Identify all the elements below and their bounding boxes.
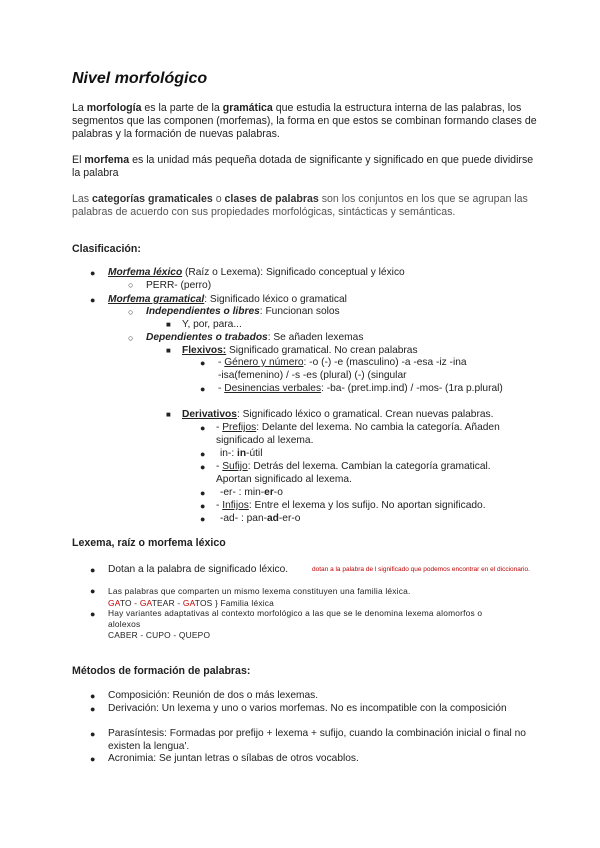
bullet-icon: ●	[200, 384, 206, 394]
item-flexivos: Flexivos: Significado gramatical. No crean palabras	[182, 345, 418, 356]
bullet-icon: ●	[90, 268, 96, 278]
bullet-icon: ●	[200, 423, 206, 433]
item-alomorfos: Hay variantes adaptativas al contexto morfológico a las que se le denomina lexema alomorfos o alolexos CABER - CUPO - QUEPO	[108, 608, 483, 640]
example-min-er-o: -er- : min-er-o	[220, 487, 283, 498]
item-prefijos: - Prefijos: Delante del lexema. No cambia la categoría. Añaden significado al lexema.	[216, 422, 500, 446]
item-morfema-lexico: Morfema léxico (Raíz o Lexema): Significado conceptual y léxico	[108, 267, 405, 278]
paragraph-morfologia: La morfología es la parte de la gramática que estudia la estructura interna de las palabras, los segmentos que las componen (morfemas), la forma en que estos se combinan formando clases de palabras y la formación de nuevas palabras.	[72, 102, 537, 140]
bullet-icon: ●	[90, 691, 96, 701]
example-perr: PERR- (perro)	[146, 280, 212, 291]
list-item: Parasíntesis: Formadas por prefijo + lexema + sufijo, cuando la combinación inicial o final no existen la lengua'.	[108, 728, 526, 752]
bullet-icon: ●	[90, 754, 96, 764]
item-sufijo: - Sufijo: Detrás del lexema. Cambian la categoría gramatical. Aportan significado al lexema.	[216, 461, 491, 485]
list-item: Acronimia: Se juntan letras o sílabas de otros vocablos.	[108, 753, 359, 764]
item-desinencias: - Desinencias verbales: -ba- (pret.imp.ind) / -mos- (1ra p.plural)	[218, 383, 503, 394]
bullet-icon: ●	[200, 358, 206, 368]
list-item: Composición: Reunión de dos o más lexemas.	[108, 690, 319, 701]
item-morfema-gramatical: Morfema gramatical: Significado léxico o gramatical	[108, 294, 347, 305]
item-dependientes: Dependientes o trabados: Se añaden lexemas	[146, 332, 364, 343]
bullet-icon: ●	[200, 449, 206, 459]
page-title: Nivel morfológico	[72, 70, 208, 87]
circle-bullet-icon: ○	[128, 333, 134, 343]
item-derivativos: Derivativos: Significado léxico o gramatical. Crean nuevas palabras.	[182, 409, 494, 420]
item-infijos: - Infijos: Entre el lexema y los sufijo. No aportan significado.	[216, 500, 486, 511]
bullet-icon: ●	[200, 488, 206, 498]
item-familia-lexica: Las palabras que comparten un mismo lexema constituyen una familia léxica. GATO - GATEAR - GATOS } Familia léxica	[108, 586, 411, 608]
bullet-icon: ●	[200, 514, 206, 524]
paragraph-morfema: El morfema es la unidad más pequeña dotada de significante y significado en que puede dividirse la palabra	[72, 154, 534, 179]
example-pan-ad-er-o: -ad- : pan-ad-er-o	[220, 513, 301, 524]
list-item: Derivación: Un lexema y uno o varios morfemas. No es incompatible con la composición	[108, 703, 507, 714]
circle-bullet-icon: ○	[128, 280, 134, 290]
example-y-por-para: Y, por, para...	[182, 319, 242, 330]
item-independientes: Independientes o libres: Funcionan solos	[146, 306, 340, 317]
bullet-icon: ●	[90, 729, 96, 739]
bullet-icon: ●	[200, 462, 206, 472]
circle-bullet-icon: ○	[128, 307, 134, 317]
bullet-icon: ●	[90, 295, 96, 305]
paragraph-categorias: Las categorías gramaticales o clases de palabras son los conjuntos en los que se agrupan las palabras de acuerdo con sus propiedades morfológicas, sintácticas y semánticas.	[72, 193, 528, 218]
bullet-icon: ●	[90, 586, 96, 596]
heading-lexema: Lexema, raíz o morfema léxico	[72, 537, 226, 549]
heading-metodos: Métodos de formación de palabras:	[72, 665, 251, 677]
item-genero-numero: - Género y número: -o (-) -e (masculino) -a -esa -iz -ina -isa(femenino) / -s -es (plural) (-) (singular	[218, 357, 467, 381]
bullet-icon: ●	[90, 609, 96, 619]
example-in-util: in-: in-útil	[220, 448, 263, 459]
handwritten-note: dotan a la palabra de l significado que podemos encontrar en el diccionario.	[312, 566, 530, 573]
bullet-icon: ●	[90, 704, 96, 714]
bullet-icon: ●	[200, 501, 206, 511]
heading-clasificacion: Clasificación:	[72, 243, 141, 255]
item-dotan: Dotan a la palabra de significado léxico.	[108, 564, 289, 575]
square-bullet-icon: ■	[166, 346, 171, 355]
square-bullet-icon: ■	[166, 320, 171, 329]
square-bullet-icon: ■	[166, 410, 171, 419]
bullet-icon: ●	[90, 565, 96, 575]
